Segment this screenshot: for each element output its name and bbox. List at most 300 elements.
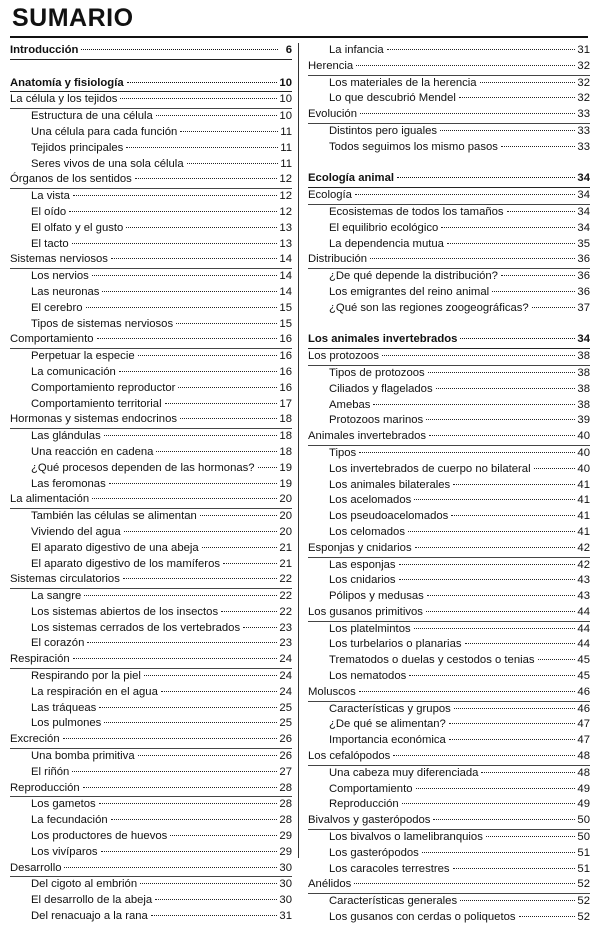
toc-topic-entry[interactable] [308, 446, 590, 462]
toc-chapter-entry[interactable] [10, 492, 292, 509]
toc-leader-dots [427, 594, 576, 596]
toc-topic-entry[interactable] [308, 733, 590, 749]
toc-topic-entry[interactable] [308, 766, 590, 782]
toc-entry-label: Tipos de sistemas nerviosos [31, 317, 174, 330]
title-rule [10, 36, 588, 38]
toc-page-number: 50 [577, 814, 590, 827]
toc-page-number: 22 [279, 605, 292, 618]
toc-leader-dots [83, 786, 278, 788]
toc-page-number: 49 [577, 798, 590, 811]
toc-entry-label: Las esponjas [329, 558, 396, 571]
toc-leader-dots [534, 467, 576, 469]
toc-topic-entry[interactable] [10, 349, 292, 365]
toc-leader-dots [414, 627, 576, 629]
toc-topic-entry[interactable] [10, 909, 292, 925]
toc-topic-entry[interactable] [10, 125, 292, 141]
toc-entry-label: Del renacuajo a la rana [31, 910, 148, 923]
toc-topic-entry[interactable] [10, 509, 292, 525]
toc-topic-entry[interactable] [308, 717, 590, 733]
toc-entry-label: La respiración en el agua [31, 685, 158, 698]
toc-leader-dots [127, 81, 278, 83]
toc-topic-entry[interactable] [10, 477, 292, 493]
toc-leader-dots [64, 866, 277, 868]
toc-entry-label: Los acelomados [329, 494, 412, 507]
toc-topic-entry[interactable] [10, 381, 292, 397]
toc-chapter-entry[interactable] [10, 572, 292, 589]
toc-entry-label: La vista [31, 190, 70, 203]
toc-chapter-entry[interactable] [10, 252, 292, 269]
toc-entry-label: Las glándulas [31, 430, 101, 443]
toc-topic-entry[interactable] [10, 636, 292, 652]
toc-leader-dots [459, 96, 576, 98]
toc-topic-entry[interactable] [10, 301, 292, 317]
toc-entry-label: La comunicación [31, 365, 116, 378]
toc-topic-entry[interactable] [308, 653, 590, 669]
toc-topic-entry[interactable] [10, 429, 292, 445]
toc-page-number: 15 [279, 301, 292, 314]
toc-topic-entry[interactable] [308, 43, 590, 59]
toc-entry-label: Todos seguimos los mismo pasos [329, 140, 498, 153]
toc-chapter-entry[interactable] [10, 861, 292, 878]
toc-leader-dots [97, 337, 278, 339]
toc-topic-entry[interactable] [308, 573, 590, 589]
toc-leader-dots [414, 498, 575, 500]
toc-entry-label: Reproducción [329, 798, 399, 811]
toc-topic-entry[interactable] [308, 285, 590, 301]
toc-leader-dots [161, 690, 278, 692]
toc-entry-label: Las tráqueas [31, 701, 97, 714]
toc-page-number: 30 [279, 861, 292, 874]
toc-topic-entry[interactable] [308, 205, 590, 221]
toc-entry-label: ¿De qué depende la distribución? [329, 270, 498, 283]
toc-entry-label: Los gusanos con cerdas o poliquetos [329, 911, 516, 924]
toc-leader-dots [359, 690, 576, 692]
toc-chapter-entry[interactable] [308, 813, 590, 830]
toc-entry-label: El corazón [31, 637, 85, 650]
toc-topic-entry[interactable] [308, 398, 590, 414]
toc-entry-label: Lo que descubrió Mendel [329, 92, 456, 105]
toc-topic-entry[interactable] [308, 846, 590, 862]
toc-page-number: 14 [279, 285, 292, 298]
toc-page-number: 52 [577, 911, 590, 924]
toc-topic-entry[interactable] [10, 365, 292, 381]
toc-entry-label: Los turbelarios o planarias [329, 638, 462, 651]
toc-leader-dots [156, 450, 277, 452]
toc-page-number: 38 [577, 366, 590, 379]
toc-entry-label: Los platelmintos [329, 622, 411, 635]
toc-leader-dots [202, 546, 278, 548]
toc-entry-label: Los nervios [31, 270, 89, 283]
toc-entry-label: Los bivalvos o lamelibranquios [329, 831, 483, 844]
toc-leader-dots [428, 371, 576, 373]
toc-page-number: 12 [279, 190, 292, 203]
toc-topic-entry[interactable] [308, 558, 590, 574]
toc-entry-label: Los pseudoacelomados [329, 510, 449, 523]
toc-topic-entry[interactable] [10, 877, 292, 893]
toc-entry-label: Los animales bilaterales [329, 478, 451, 491]
toc-topic-entry[interactable] [308, 589, 590, 605]
toc-chapter-entry[interactable] [308, 349, 590, 366]
toc-page-number: 50 [577, 831, 590, 844]
toc-leader-dots [538, 658, 576, 660]
toc-entry-label: Excreción [10, 733, 60, 746]
toc-leader-dots [465, 642, 576, 644]
toc-topic-entry[interactable] [308, 462, 590, 478]
toc-topic-entry[interactable] [308, 894, 590, 910]
toc-page-number: 20 [279, 510, 292, 523]
toc-entry-label: Hormonas y sistemas endocrinos [10, 413, 178, 426]
toc-entry-label: La sangre [31, 590, 82, 603]
toc-left-column [10, 43, 292, 925]
toc-entry-label: Esponjas y cnidarios [308, 541, 412, 554]
toc-topic-entry[interactable] [308, 382, 590, 398]
toc-entry-label: El olfato y el gusto [31, 221, 124, 234]
toc-leader-dots [155, 898, 277, 900]
toc-page-number: 12 [279, 205, 292, 218]
toc-entry-label: El oído [31, 205, 67, 218]
toc-entry-label: Respirando por la piel [31, 670, 141, 683]
toc-page-number: 32 [577, 76, 590, 89]
toc-leader-dots [409, 674, 575, 676]
toc-topic-entry[interactable] [308, 702, 590, 718]
toc-page-number: 28 [279, 798, 292, 811]
toc-topic-entry[interactable] [308, 669, 590, 685]
toc-leader-dots [370, 257, 575, 259]
toc-leader-dots [180, 417, 277, 419]
toc-leader-dots [441, 226, 575, 228]
toc-entry-label: Los cefalópodos [308, 750, 391, 763]
toc-page-number: 51 [577, 862, 590, 875]
toc-page-number: 39 [577, 414, 590, 427]
toc-leader-dots [63, 737, 278, 739]
toc-leader-dots [416, 787, 576, 789]
toc-topic-entry[interactable] [10, 765, 292, 781]
toc-topic-entry[interactable] [10, 701, 292, 717]
toc-entry-label: El riñón [31, 765, 70, 778]
toc-entry-label: Respiración [10, 653, 70, 666]
toc-leader-dots [426, 610, 576, 612]
toc-leader-dots [104, 434, 278, 436]
toc-page-number: 22 [279, 590, 292, 603]
toc-leader-dots [402, 802, 576, 804]
toc-leader-dots [243, 626, 277, 628]
toc-leader-dots [123, 577, 278, 579]
toc-section-entry[interactable] [10, 43, 292, 60]
toc-page-number: 30 [279, 878, 292, 891]
toc-chapter-entry[interactable] [308, 188, 590, 205]
column-divider [298, 43, 299, 858]
toc-page-number: 10 [279, 110, 292, 123]
toc-leader-dots [373, 403, 575, 405]
toc-spacer [308, 317, 590, 333]
toc-page-number: 27 [279, 765, 292, 778]
toc-entry-label: Viviendo del agua [31, 525, 121, 538]
toc-chapter-entry[interactable] [308, 252, 590, 269]
toc-topic-entry[interactable] [10, 317, 292, 333]
toc-entry-label: Características y grupos [329, 702, 451, 715]
toc-leader-dots [111, 818, 278, 820]
toc-entry-label: Amebas [329, 398, 371, 411]
toc-topic-entry[interactable] [308, 830, 590, 846]
toc-section-entry[interactable] [308, 332, 590, 349]
toc-leader-dots [72, 242, 278, 244]
toc-page-number: 29 [279, 845, 292, 858]
toc-page-number: 18 [279, 445, 292, 458]
toc-topic-entry[interactable] [308, 797, 590, 813]
toc-topic-entry[interactable] [10, 716, 292, 732]
toc-topic-entry[interactable] [10, 141, 292, 157]
toc-leader-dots [447, 242, 575, 244]
toc-topic-entry[interactable] [10, 669, 292, 685]
toc-page-number: 30 [279, 894, 292, 907]
toc-topic-entry[interactable] [308, 509, 590, 525]
toc-topic-entry[interactable] [308, 140, 590, 156]
toc-leader-dots [109, 482, 278, 484]
toc-page-number: 36 [577, 285, 590, 298]
toc-chapter-entry[interactable] [10, 652, 292, 669]
toc-chapter-entry[interactable] [308, 749, 590, 766]
toc-page-number: 34 [577, 205, 590, 218]
toc-entry-label: La célula y los tejidos [10, 93, 118, 106]
toc-entry-label: Las feromonas [31, 477, 106, 490]
toc-page-number: 44 [577, 638, 590, 651]
toc-topic-entry[interactable] [10, 269, 292, 285]
toc-leader-dots [102, 290, 277, 292]
toc-entry-label: Los caracoles terrestres [329, 862, 450, 875]
toc-spacer [308, 156, 590, 172]
toc-entry-label: Anélidos [308, 878, 352, 891]
toc-entry-label: Los cnidarios [329, 574, 396, 587]
toc-leader-dots [120, 97, 277, 99]
toc-topic-entry[interactable] [308, 622, 590, 638]
toc-section-entry[interactable] [10, 76, 292, 93]
toc-topic-entry[interactable] [10, 525, 292, 541]
toc-chapter-entry[interactable] [10, 332, 292, 349]
toc-topic-entry[interactable] [10, 189, 292, 205]
toc-page-number: 52 [577, 878, 590, 891]
toc-entry-label: Herencia [308, 59, 354, 72]
toc-leader-dots [436, 387, 576, 389]
toc-page-number: 43 [577, 574, 590, 587]
toc-topic-entry[interactable] [10, 541, 292, 557]
toc-chapter-entry[interactable] [308, 605, 590, 622]
toc-page-number: 24 [279, 685, 292, 698]
toc-topic-entry[interactable] [10, 397, 292, 413]
toc-leader-dots [481, 771, 575, 773]
toc-leader-dots [69, 210, 277, 212]
toc-entry-label: Tejidos principales [31, 141, 124, 154]
toc-page-number: 43 [577, 590, 590, 603]
toc-topic-entry[interactable] [308, 525, 590, 541]
toc-entry-label: Ecosistemas de todos los tamaños [329, 205, 504, 218]
toc-leader-dots [126, 226, 277, 228]
toc-page-number: 49 [577, 782, 590, 795]
toc-topic-entry[interactable] [10, 845, 292, 861]
toc-topic-entry[interactable] [308, 910, 590, 926]
toc-entry-label: Una bomba primitiva [31, 750, 135, 763]
toc-leader-dots [460, 899, 575, 901]
toc-entry-label: Distintos pero iguales [329, 124, 438, 137]
toc-topic-entry[interactable] [308, 237, 590, 253]
toc-entry-label: Tipos [329, 446, 357, 459]
toc-chapter-entry[interactable] [308, 59, 590, 76]
toc-page-number: 6 [285, 44, 292, 56]
toc-leader-dots [422, 851, 576, 853]
toc-chapter-entry[interactable] [308, 107, 590, 124]
toc-page-number: 23 [279, 637, 292, 650]
toc-chapter-entry[interactable] [10, 172, 292, 189]
toc-entry-label: Una reacción en cadena [31, 445, 154, 458]
toc-topic-entry[interactable] [308, 91, 590, 107]
toc-page-number: 33 [577, 124, 590, 137]
toc-leader-dots [84, 594, 277, 596]
toc-entry-label: Los productores de huevos [31, 830, 168, 843]
toc-entry-label: El aparato digestivo de los mamíferos [31, 557, 221, 570]
toc-page-number: 33 [577, 108, 590, 121]
toc-leader-dots [138, 754, 278, 756]
toc-topic-entry[interactable] [308, 637, 590, 653]
toc-topic-entry[interactable] [10, 749, 292, 765]
toc-topic-entry[interactable] [10, 461, 292, 477]
toc-topic-entry[interactable] [10, 285, 292, 301]
toc-page-number: 22 [279, 573, 292, 586]
toc-topic-entry[interactable] [308, 493, 590, 509]
toc-leader-dots [399, 563, 576, 565]
toc-page-number: 48 [577, 766, 590, 779]
toc-page-number: 41 [577, 494, 590, 507]
toc-leader-dots [151, 914, 278, 916]
toc-leader-dots [99, 802, 278, 804]
toc-entry-label: Reproducción [10, 781, 80, 794]
toc-page-number: 25 [279, 701, 292, 714]
toc-page-number: 19 [279, 461, 292, 474]
toc-topic-entry[interactable] [308, 221, 590, 237]
toc-chapter-entry[interactable] [10, 781, 292, 798]
toc-page-number: 16 [279, 365, 292, 378]
toc-entry-label: Los gametos [31, 798, 96, 811]
toc-page-number: 19 [279, 477, 292, 490]
toc-topic-entry[interactable] [308, 269, 590, 285]
toc-topic-entry[interactable] [308, 413, 590, 429]
toc-chapter-entry[interactable] [10, 412, 292, 429]
toc-leader-dots [356, 64, 575, 66]
toc-page-number: 45 [577, 654, 590, 667]
toc-entry-label: Los gasterópodos [329, 846, 419, 859]
toc-entry-label: Los materiales de la herencia [329, 76, 477, 89]
toc-page-number: 18 [279, 413, 292, 426]
toc-chapter-entry[interactable] [308, 541, 590, 558]
toc-page-number: 28 [279, 781, 292, 794]
toc-page-number: 38 [577, 398, 590, 411]
toc-entry-label: La infancia [329, 44, 384, 56]
toc-topic-entry[interactable] [10, 589, 292, 605]
toc-entry-label: El equilibrio ecológico [329, 221, 439, 234]
toc-leader-dots [258, 466, 278, 468]
toc-leader-dots [73, 194, 277, 196]
toc-entry-label: Trematodos o duelas y cestodos o tenias [329, 654, 535, 667]
toc-entry-label: Comportamiento [10, 333, 94, 346]
toc-topic-entry[interactable] [308, 782, 590, 798]
toc-topic-entry[interactable] [10, 605, 292, 621]
toc-entry-label: Una cabeza muy diferenciada [329, 766, 479, 779]
toc-topic-entry[interactable] [10, 157, 292, 173]
toc-entry-label: Los vivíparos [31, 845, 98, 858]
toc-topic-entry[interactable] [10, 237, 292, 253]
toc-topic-entry[interactable] [10, 221, 292, 237]
toc-leader-dots [453, 483, 575, 485]
toc-entry-label: Evolución [308, 108, 357, 121]
toc-page-number: 17 [279, 397, 292, 410]
toc-entry-label: Los animales invertebrados [308, 333, 458, 346]
toc-page-number: 24 [279, 653, 292, 666]
toc-leader-dots [532, 306, 576, 308]
toc-page-number: 16 [279, 381, 292, 394]
toc-leader-dots [72, 770, 277, 772]
toc-page-number: 34 [577, 189, 590, 202]
toc-leader-dots [453, 867, 576, 869]
toc-leader-dots [360, 112, 575, 114]
toc-topic-entry[interactable] [10, 893, 292, 909]
toc-topic-entry[interactable] [10, 813, 292, 829]
toc-leader-dots [460, 337, 575, 339]
toc-leader-dots [176, 322, 277, 324]
toc-topic-entry[interactable] [10, 445, 292, 461]
toc-topic-entry[interactable] [10, 205, 292, 221]
toc-chapter-entry[interactable] [308, 877, 590, 894]
toc-chapter-entry[interactable] [308, 429, 590, 446]
toc-page-number: 26 [279, 733, 292, 746]
toc-leader-dots [144, 674, 278, 676]
toc-entry-label: La dependencia mutua [329, 237, 444, 250]
toc-chapter-entry[interactable] [308, 685, 590, 702]
toc-topic-entry[interactable] [308, 76, 590, 92]
toc-page-number: 24 [279, 670, 292, 683]
toc-leader-dots [408, 530, 575, 532]
toc-leader-dots [140, 882, 277, 884]
toc-section-entry[interactable] [308, 171, 590, 188]
toc-entry-label: Tipos de protozoos [329, 366, 425, 379]
toc-topic-entry[interactable] [308, 124, 590, 140]
toc-chapter-entry[interactable] [10, 92, 292, 109]
toc-leader-dots [451, 514, 575, 516]
toc-leader-dots [104, 721, 277, 723]
toc-topic-entry[interactable] [10, 797, 292, 813]
toc-leader-dots [415, 546, 576, 548]
toc-page-number: 31 [279, 910, 292, 923]
toc-topic-entry[interactable] [10, 829, 292, 845]
toc-topic-entry[interactable] [308, 478, 590, 494]
toc-entry-label: También las células se alimentan [31, 510, 197, 523]
toc-page-number: 44 [577, 622, 590, 635]
toc-topic-entry[interactable] [10, 685, 292, 701]
toc-topic-entry[interactable] [10, 109, 292, 125]
toc-entry-label: ¿De qué se alimentan? [329, 718, 446, 731]
toc-page-number: 38 [577, 382, 590, 395]
toc-page-number: 42 [577, 558, 590, 571]
toc-entry-label: Perpetuar la especie [31, 350, 135, 363]
toc-topic-entry[interactable] [308, 366, 590, 382]
toc-leader-dots [135, 177, 278, 179]
toc-topic-entry[interactable] [10, 621, 292, 637]
toc-page-number: 41 [577, 478, 590, 491]
toc-topic-entry[interactable] [308, 301, 590, 317]
toc-chapter-entry[interactable] [10, 732, 292, 749]
toc-entry-label: Sistemas circulatorios [10, 573, 120, 586]
toc-entry-label: Desarrollo [10, 861, 62, 874]
toc-topic-entry[interactable] [10, 557, 292, 573]
toc-page-number: 14 [279, 253, 292, 266]
toc-leader-dots [382, 354, 575, 356]
